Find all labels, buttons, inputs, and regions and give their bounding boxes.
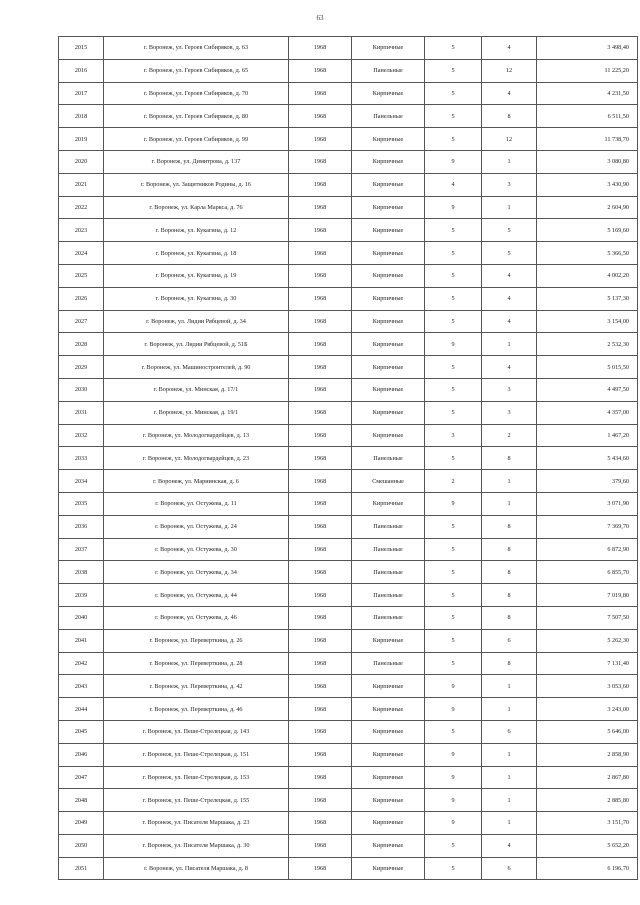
address-cell: г. Воронеж, ул. Остужева, д. 44 [104, 584, 289, 607]
table-row [59, 584, 638, 607]
table-row [59, 105, 638, 128]
row-number-cell: 2030 [59, 378, 104, 401]
floors-count-cell: 5 [425, 652, 482, 675]
total-area-cell: 3 154,00 [537, 310, 638, 333]
floors-count-cell: 5 [425, 606, 482, 629]
row-number-cell: 2034 [59, 470, 104, 493]
row-number-cell: 2021 [59, 173, 104, 196]
address-cell: г. Воронеж, ул. Писателя Маршака, д. 8 [104, 857, 289, 880]
row-number-cell: 2036 [59, 515, 104, 538]
floors-count-cell: 9 [425, 766, 482, 789]
row-number-cell: 2019 [59, 128, 104, 151]
total-area-cell: 3 151,70 [537, 812, 638, 835]
total-area-cell: 7 369,70 [537, 515, 638, 538]
table-row [59, 606, 638, 629]
wall-material-cell: Кирпичные [352, 82, 425, 105]
wall-material-cell: Кирпичные [352, 287, 425, 310]
total-area-cell: 2 867,80 [537, 766, 638, 789]
build-year-cell: 1968 [289, 606, 352, 629]
entrances-count-cell: 3 [482, 378, 537, 401]
build-year-cell: 1968 [289, 196, 352, 219]
build-year-cell: 1968 [289, 378, 352, 401]
build-year-cell: 1968 [289, 834, 352, 857]
floors-count-cell: 5 [425, 629, 482, 652]
wall-material-cell: Панельные [352, 447, 425, 470]
address-cell: г. Воронеж, ул. Пеше-Стрелецкая, д. 155 [104, 789, 289, 812]
row-number-cell: 2048 [59, 789, 104, 812]
entrances-count-cell: 1 [482, 470, 537, 493]
address-cell: г. Воронеж, ул. Писателя Маршака, д. 30 [104, 834, 289, 857]
wall-material-cell: Кирпичные [352, 720, 425, 743]
entrances-count-cell: 8 [482, 652, 537, 675]
entrances-count-cell: 1 [482, 150, 537, 173]
address-cell: г. Воронеж, ул. Кукагина, д. 19 [104, 264, 289, 287]
wall-material-cell: Кирпичные [352, 378, 425, 401]
floors-count-cell: 5 [425, 37, 482, 60]
table-row [59, 59, 638, 82]
build-year-cell: 1968 [289, 150, 352, 173]
total-area-cell: 5 366,50 [537, 242, 638, 265]
build-year-cell: 1968 [289, 743, 352, 766]
address-cell: г. Воронеж, ул. Остужева, д. 11 [104, 492, 289, 515]
address-cell: г. Воронеж, ул. Переверткина, д. 42 [104, 675, 289, 698]
row-number-cell: 2033 [59, 447, 104, 470]
total-area-cell: 4 357,00 [537, 401, 638, 424]
build-year-cell: 1968 [289, 584, 352, 607]
table-row [59, 675, 638, 698]
entrances-count-cell: 8 [482, 606, 537, 629]
address-cell: г. Воронеж, ул. Лидии Рябцевой, д. 51Б [104, 333, 289, 356]
entrances-count-cell: 12 [482, 128, 537, 151]
address-cell: г. Воронеж, ул. Остужева, д. 46 [104, 606, 289, 629]
address-cell: г. Воронеж, ул. Пеше-Стрелецкая, д. 151 [104, 743, 289, 766]
page-number: 63 [316, 14, 324, 22]
row-number-cell: 2051 [59, 857, 104, 880]
row-number-cell: 2045 [59, 720, 104, 743]
row-number-cell: 2024 [59, 242, 104, 265]
floors-count-cell: 5 [425, 538, 482, 561]
address-cell: г. Воронеж, ул. Героев Сибиряков, д. 99 [104, 128, 289, 151]
build-year-cell: 1968 [289, 857, 352, 880]
address-cell: г. Воронеж, ул. Остужева, д. 30 [104, 538, 289, 561]
wall-material-cell: Панельные [352, 584, 425, 607]
address-cell: г. Воронеж, ул. Кукагина, д. 30 [104, 287, 289, 310]
build-year-cell: 1968 [289, 720, 352, 743]
floors-count-cell: 5 [425, 219, 482, 242]
build-year-cell: 1968 [289, 310, 352, 333]
row-number-cell: 2050 [59, 834, 104, 857]
entrances-count-cell: 8 [482, 561, 537, 584]
floors-count-cell: 5 [425, 59, 482, 82]
entrances-count-cell: 3 [482, 401, 537, 424]
build-year-cell: 1968 [289, 470, 352, 493]
build-year-cell: 1968 [289, 333, 352, 356]
entrances-count-cell: 8 [482, 515, 537, 538]
table-row [59, 356, 638, 379]
address-cell: г. Воронеж, ул. Писателя Маршака, д. 23 [104, 812, 289, 835]
floors-count-cell: 5 [425, 264, 482, 287]
address-cell: г. Воронеж, ул. Мариинская, д. 6 [104, 470, 289, 493]
floors-count-cell: 5 [425, 378, 482, 401]
build-year-cell: 1968 [289, 356, 352, 379]
build-year-cell: 1968 [289, 561, 352, 584]
row-number-cell: 2049 [59, 812, 104, 835]
table-row [59, 401, 638, 424]
table-row [59, 378, 638, 401]
entrances-count-cell: 1 [482, 196, 537, 219]
entrances-count-cell: 4 [482, 834, 537, 857]
wall-material-cell: Панельные [352, 59, 425, 82]
wall-material-cell: Кирпичные [352, 196, 425, 219]
entrances-count-cell: 1 [482, 333, 537, 356]
address-cell: г. Воронеж, ул. Переверткина, д. 28 [104, 652, 289, 675]
entrances-count-cell: 8 [482, 105, 537, 128]
floors-count-cell: 5 [425, 834, 482, 857]
wall-material-cell: Кирпичные [352, 310, 425, 333]
build-year-cell: 1968 [289, 766, 352, 789]
address-cell: г. Воронеж, ул. Героев Сибиряков, д. 63 [104, 37, 289, 60]
entrances-count-cell: 4 [482, 264, 537, 287]
wall-material-cell: Панельные [352, 515, 425, 538]
table-row [59, 698, 638, 721]
address-cell: г. Воронеж, ул. Молодогвардейцев, д. 23 [104, 447, 289, 470]
build-year-cell: 1968 [289, 424, 352, 447]
wall-material-cell: Кирпичные [352, 766, 425, 789]
floors-count-cell: 5 [425, 310, 482, 333]
floors-count-cell: 5 [425, 105, 482, 128]
build-year-cell: 1968 [289, 128, 352, 151]
total-area-cell: 11 225,20 [537, 59, 638, 82]
address-cell: г. Воронеж, ул. Димитрова, д. 137 [104, 150, 289, 173]
table-row [59, 287, 638, 310]
entrances-count-cell: 1 [482, 492, 537, 515]
address-cell: г. Воронеж, ул. Пеше-Стрелецкая, д. 143 [104, 720, 289, 743]
table-row [59, 242, 638, 265]
address-cell: г. Воронеж, ул. Переверткина, д. 26 [104, 629, 289, 652]
total-area-cell: 11 738,70 [537, 128, 638, 151]
total-area-cell: 1 467,20 [537, 424, 638, 447]
row-number-cell: 2046 [59, 743, 104, 766]
entrances-count-cell: 1 [482, 766, 537, 789]
entrances-count-cell: 8 [482, 584, 537, 607]
total-area-cell: 3 430,90 [537, 173, 638, 196]
row-number-cell: 2035 [59, 492, 104, 515]
table-row [59, 219, 638, 242]
build-year-cell: 1968 [289, 789, 352, 812]
build-year-cell: 1968 [289, 675, 352, 698]
total-area-cell: 7 131,40 [537, 652, 638, 675]
table-row [59, 561, 638, 584]
row-number-cell: 2016 [59, 59, 104, 82]
address-cell: г. Воронеж, ул. Героев Сибиряков, д. 80 [104, 105, 289, 128]
total-area-cell: 5 137,30 [537, 287, 638, 310]
table-row [59, 447, 638, 470]
table-body [59, 37, 638, 880]
entrances-count-cell: 1 [482, 789, 537, 812]
floors-count-cell: 2 [425, 470, 482, 493]
address-cell: г. Воронеж, ул. Кукагина, д. 18 [104, 242, 289, 265]
wall-material-cell: Кирпичные [352, 219, 425, 242]
wall-material-cell: Панельные [352, 105, 425, 128]
floors-count-cell: 5 [425, 82, 482, 105]
total-area-cell: 3 071,90 [537, 492, 638, 515]
floors-count-cell: 4 [425, 173, 482, 196]
floors-count-cell: 9 [425, 743, 482, 766]
total-area-cell: 5 015,50 [537, 356, 638, 379]
wall-material-cell: Кирпичные [352, 242, 425, 265]
wall-material-cell: Панельные [352, 538, 425, 561]
floors-count-cell: 5 [425, 242, 482, 265]
table-row [59, 196, 638, 219]
floors-count-cell: 9 [425, 698, 482, 721]
total-area-cell: 3 080,80 [537, 150, 638, 173]
wall-material-cell: Кирпичные [352, 834, 425, 857]
total-area-cell: 2 885,80 [537, 789, 638, 812]
table-row [59, 424, 638, 447]
build-year-cell: 1968 [289, 287, 352, 310]
total-area-cell: 3 243,00 [537, 698, 638, 721]
address-cell: г. Воронеж, ул. Минская, д. 19/1 [104, 401, 289, 424]
row-number-cell: 2023 [59, 219, 104, 242]
build-year-cell: 1968 [289, 492, 352, 515]
wall-material-cell: Кирпичные [352, 356, 425, 379]
build-year-cell: 1968 [289, 173, 352, 196]
floors-count-cell: 5 [425, 515, 482, 538]
row-number-cell: 2029 [59, 356, 104, 379]
build-year-cell: 1968 [289, 447, 352, 470]
total-area-cell: 2 604,90 [537, 196, 638, 219]
row-number-cell: 2031 [59, 401, 104, 424]
wall-material-cell: Кирпичные [352, 698, 425, 721]
wall-material-cell: Кирпичные [352, 789, 425, 812]
entrances-count-cell: 4 [482, 310, 537, 333]
build-year-cell: 1968 [289, 652, 352, 675]
build-year-cell: 1968 [289, 219, 352, 242]
entrances-count-cell: 5 [482, 242, 537, 265]
total-area-cell: 7 507,50 [537, 606, 638, 629]
entrances-count-cell: 1 [482, 812, 537, 835]
table-row [59, 766, 638, 789]
floors-count-cell: 5 [425, 561, 482, 584]
floors-count-cell: 3 [425, 424, 482, 447]
wall-material-cell: Панельные [352, 652, 425, 675]
entrances-count-cell: 4 [482, 37, 537, 60]
address-cell: г. Воронеж, ул. Минская, д. 17/1 [104, 378, 289, 401]
entrances-count-cell: 1 [482, 743, 537, 766]
row-number-cell: 2037 [59, 538, 104, 561]
wall-material-cell: Смешанные [352, 470, 425, 493]
address-cell: г. Воронеж, ул. Лидии Рябцевой, д. 34 [104, 310, 289, 333]
entrances-count-cell: 6 [482, 629, 537, 652]
row-number-cell: 2025 [59, 264, 104, 287]
row-number-cell: 2017 [59, 82, 104, 105]
wall-material-cell: Кирпичные [352, 401, 425, 424]
row-number-cell: 2026 [59, 287, 104, 310]
floors-count-cell: 9 [425, 789, 482, 812]
table-row [59, 720, 638, 743]
housing-registry-table [58, 36, 638, 880]
address-cell: г. Воронеж, ул. Остужева, д. 24 [104, 515, 289, 538]
build-year-cell: 1968 [289, 538, 352, 561]
address-cell: г. Воронеж, ул. Переверткина, д. 46 [104, 698, 289, 721]
entrances-count-cell: 12 [482, 59, 537, 82]
wall-material-cell: Кирпичные [352, 264, 425, 287]
total-area-cell: 3 053,60 [537, 675, 638, 698]
build-year-cell: 1968 [289, 812, 352, 835]
entrances-count-cell: 4 [482, 82, 537, 105]
table-row [59, 652, 638, 675]
row-number-cell: 2020 [59, 150, 104, 173]
entrances-count-cell: 5 [482, 219, 537, 242]
floors-count-cell: 9 [425, 196, 482, 219]
floors-count-cell: 5 [425, 287, 482, 310]
row-number-cell: 2015 [59, 37, 104, 60]
address-cell: г. Воронеж, ул. Карла Маркса, д. 76 [104, 196, 289, 219]
build-year-cell: 1968 [289, 37, 352, 60]
table-row [59, 310, 638, 333]
wall-material-cell: Кирпичные [352, 173, 425, 196]
wall-material-cell: Кирпичные [352, 812, 425, 835]
table-row [59, 333, 638, 356]
table-row [59, 789, 638, 812]
build-year-cell: 1968 [289, 242, 352, 265]
floors-count-cell: 9 [425, 675, 482, 698]
table-row [59, 128, 638, 151]
build-year-cell: 1968 [289, 515, 352, 538]
table-row [59, 743, 638, 766]
row-number-cell: 2044 [59, 698, 104, 721]
wall-material-cell: Кирпичные [352, 675, 425, 698]
table-row [59, 538, 638, 561]
floors-count-cell: 9 [425, 333, 482, 356]
address-cell: г. Воронеж, ул. Молодогвардейцев, д. 13 [104, 424, 289, 447]
table-row [59, 82, 638, 105]
entrances-count-cell: 6 [482, 720, 537, 743]
entrances-count-cell: 1 [482, 675, 537, 698]
wall-material-cell: Кирпичные [352, 37, 425, 60]
total-area-cell: 2 532,30 [537, 333, 638, 356]
total-area-cell: 5 646,00 [537, 720, 638, 743]
wall-material-cell: Кирпичные [352, 333, 425, 356]
row-number-cell: 2039 [59, 584, 104, 607]
wall-material-cell: Кирпичные [352, 424, 425, 447]
table-row [59, 264, 638, 287]
table-row [59, 812, 638, 835]
wall-material-cell: Кирпичные [352, 128, 425, 151]
address-cell: г. Воронеж, ул. Пеше-Стрелецкая, д. 153 [104, 766, 289, 789]
entrances-count-cell: 6 [482, 857, 537, 880]
floors-count-cell: 5 [425, 857, 482, 880]
address-cell: г. Воронеж, ул. Героев Сибиряков, д. 70 [104, 82, 289, 105]
total-area-cell: 6 196,70 [537, 857, 638, 880]
row-number-cell: 2018 [59, 105, 104, 128]
total-area-cell: 4 231,50 [537, 82, 638, 105]
build-year-cell: 1968 [289, 105, 352, 128]
address-cell: г. Воронеж, ул. Героев Сибиряков, д. 65 [104, 59, 289, 82]
address-cell: г. Воронеж, ул. Машиностроителей, д. 90 [104, 356, 289, 379]
table-row [59, 629, 638, 652]
wall-material-cell: Кирпичные [352, 857, 425, 880]
total-area-cell: 7 019,80 [537, 584, 638, 607]
build-year-cell: 1968 [289, 401, 352, 424]
address-cell: г. Воронеж, ул. Кукагина, д. 12 [104, 219, 289, 242]
entrances-count-cell: 4 [482, 356, 537, 379]
row-number-cell: 2043 [59, 675, 104, 698]
total-area-cell: 5 262,30 [537, 629, 638, 652]
table-row [59, 492, 638, 515]
wall-material-cell: Кирпичные [352, 150, 425, 173]
total-area-cell: 6 855,70 [537, 561, 638, 584]
floors-count-cell: 5 [425, 401, 482, 424]
row-number-cell: 2040 [59, 606, 104, 629]
total-area-cell: 379,60 [537, 470, 638, 493]
floors-count-cell: 9 [425, 812, 482, 835]
wall-material-cell: Панельные [352, 606, 425, 629]
floors-count-cell: 5 [425, 356, 482, 379]
row-number-cell: 2027 [59, 310, 104, 333]
table-row [59, 515, 638, 538]
total-area-cell: 4 002,20 [537, 264, 638, 287]
row-number-cell: 2032 [59, 424, 104, 447]
floors-count-cell: 9 [425, 492, 482, 515]
row-number-cell: 2028 [59, 333, 104, 356]
table-row [59, 834, 638, 857]
row-number-cell: 2047 [59, 766, 104, 789]
build-year-cell: 1968 [289, 629, 352, 652]
row-number-cell: 2041 [59, 629, 104, 652]
floors-count-cell: 9 [425, 150, 482, 173]
address-cell: г. Воронеж, ул. Остужева, д. 34 [104, 561, 289, 584]
build-year-cell: 1968 [289, 698, 352, 721]
total-area-cell: 6 511,50 [537, 105, 638, 128]
table-row [59, 150, 638, 173]
entrances-count-cell: 8 [482, 447, 537, 470]
wall-material-cell: Кирпичные [352, 629, 425, 652]
wall-material-cell: Кирпичные [352, 743, 425, 766]
floors-count-cell: 5 [425, 447, 482, 470]
row-number-cell: 2022 [59, 196, 104, 219]
total-area-cell: 6 872,90 [537, 538, 638, 561]
total-area-cell: 3 498,40 [537, 37, 638, 60]
row-number-cell: 2042 [59, 652, 104, 675]
row-number-cell: 2038 [59, 561, 104, 584]
total-area-cell: 5 434,60 [537, 447, 638, 470]
table-row [59, 37, 638, 60]
address-cell: г. Воронеж, ул. Защитников Родины, д. 16 [104, 173, 289, 196]
build-year-cell: 1968 [289, 59, 352, 82]
total-area-cell: 2 858,90 [537, 743, 638, 766]
table-row [59, 173, 638, 196]
entrances-count-cell: 2 [482, 424, 537, 447]
table-row [59, 857, 638, 880]
entrances-count-cell: 3 [482, 173, 537, 196]
wall-material-cell: Панельные [352, 561, 425, 584]
build-year-cell: 1968 [289, 82, 352, 105]
wall-material-cell: Кирпичные [352, 492, 425, 515]
entrances-count-cell: 1 [482, 698, 537, 721]
table-row [59, 470, 638, 493]
entrances-count-cell: 8 [482, 538, 537, 561]
total-area-cell: 4 497,50 [537, 378, 638, 401]
entrances-count-cell: 4 [482, 287, 537, 310]
total-area-cell: 5 652,20 [537, 834, 638, 857]
floors-count-cell: 5 [425, 584, 482, 607]
floors-count-cell: 5 [425, 720, 482, 743]
build-year-cell: 1968 [289, 264, 352, 287]
total-area-cell: 5 169,60 [537, 219, 638, 242]
floors-count-cell: 5 [425, 128, 482, 151]
